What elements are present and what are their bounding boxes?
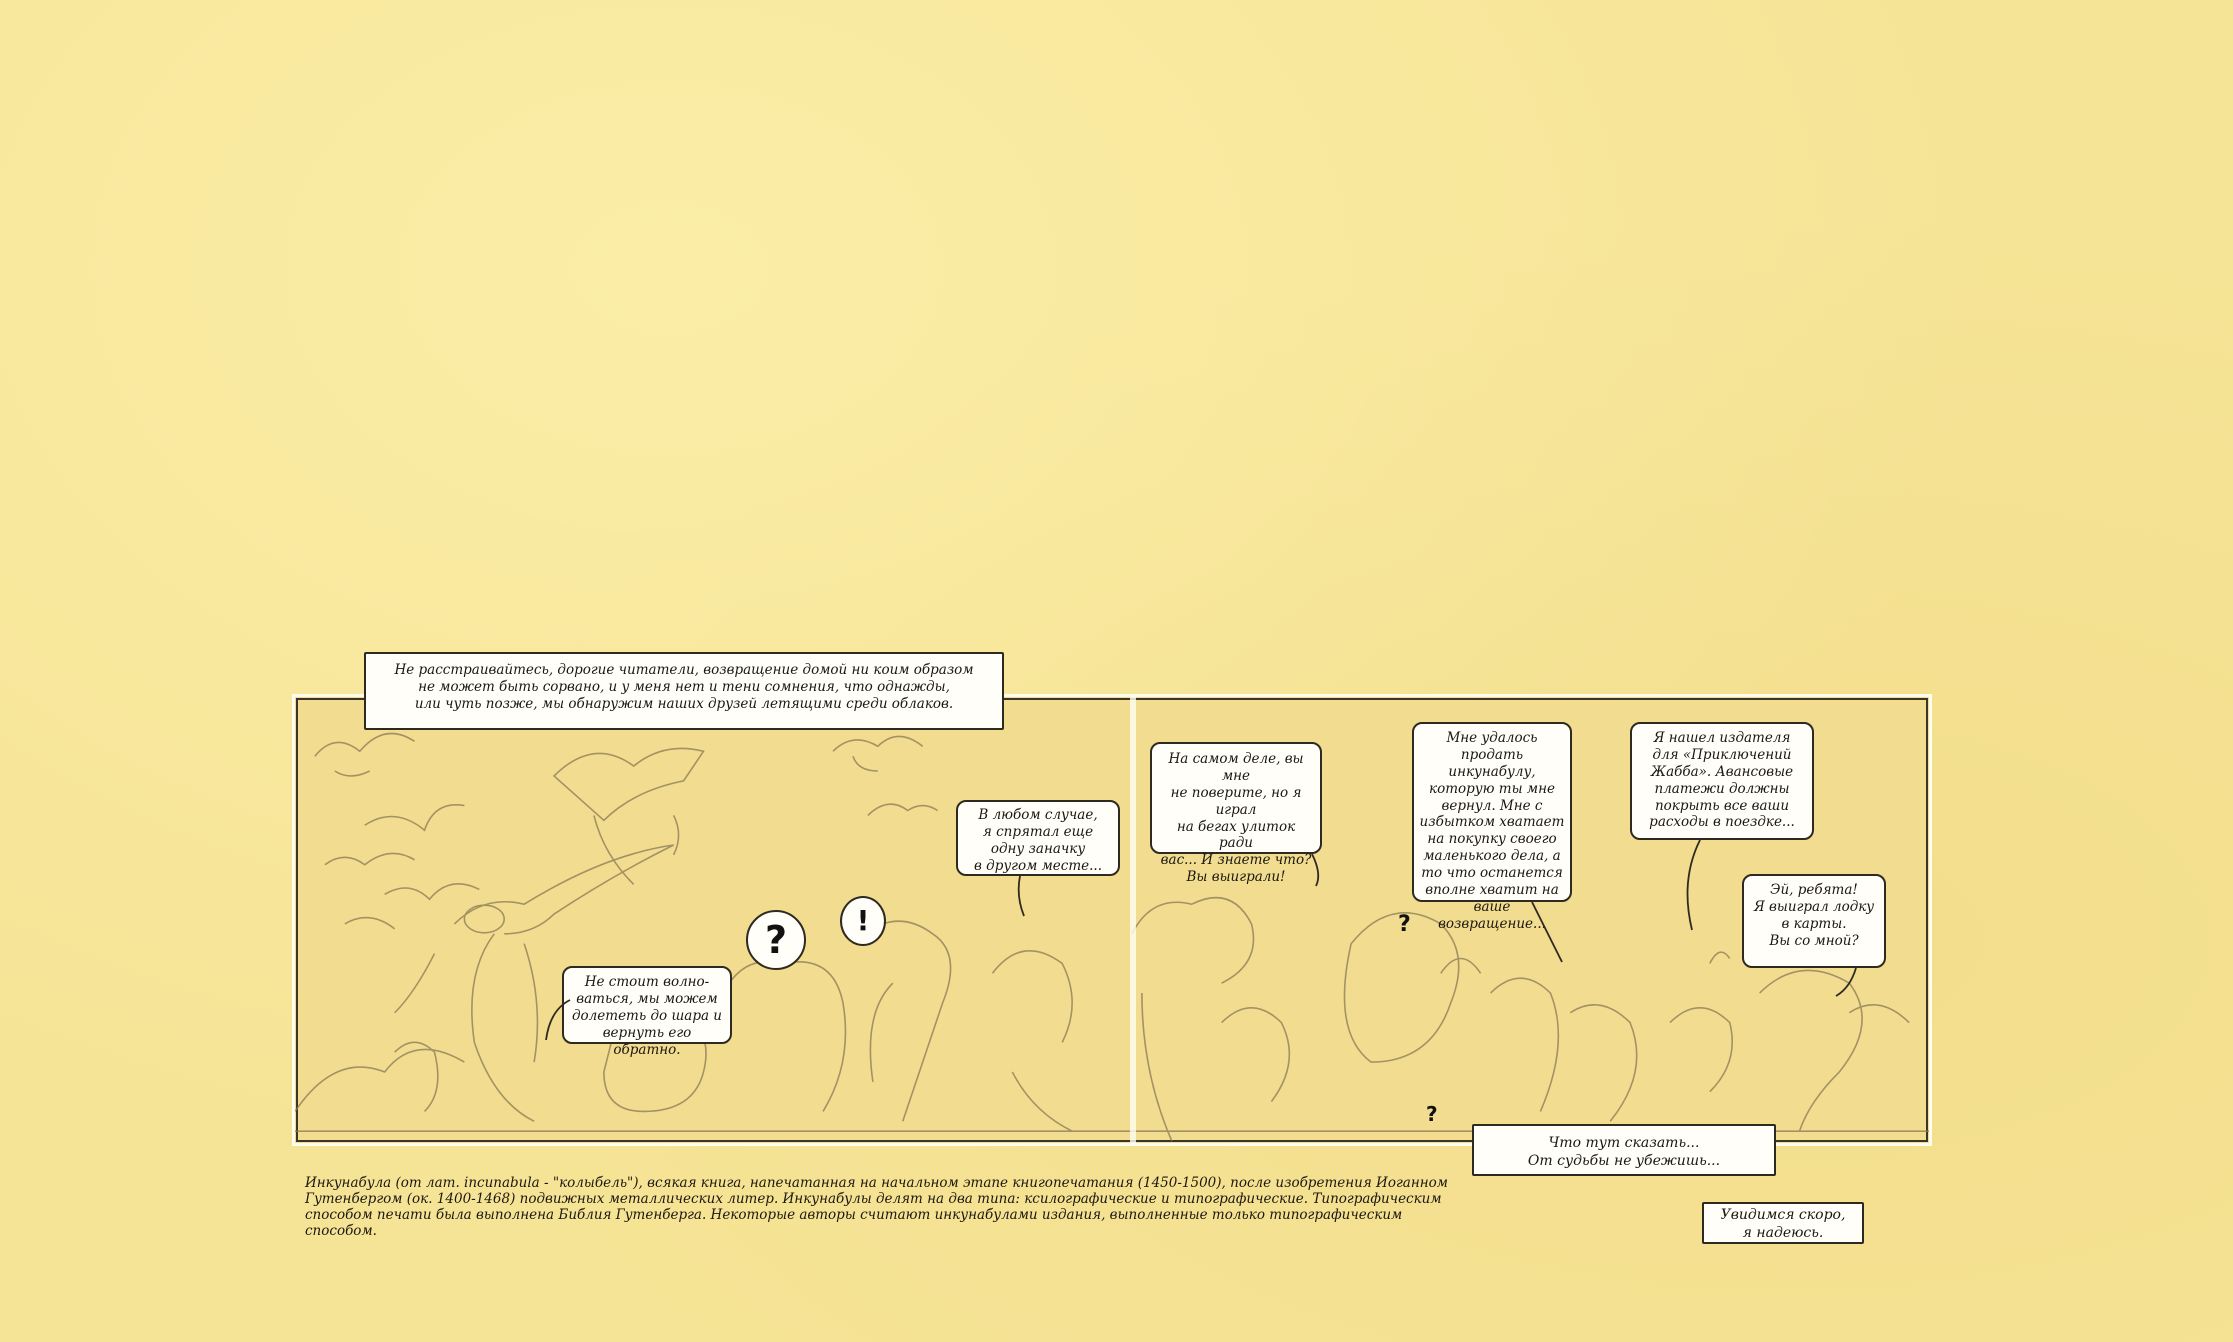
question-mark-bubble: ? — [746, 910, 806, 970]
small-question-mark-lower: ? — [1426, 1102, 1438, 1126]
footnote-incunabula: Инкунабула (от лат. incunabula - "колыбель"), всякая книга, напечатанная на начальном этапе книгопечатания (1450-1500), после изобретения Иоганном Гутенбергом (ок. 1400-1468) подвижных металлических литер. Инкунабулы делят на два типа: ксилографические и типографические. Типографическим способом печати была выполнена Библия Гутенберга. Некоторые авторы считают инкунабулами издания, выполненные только типографическим способом. — [305, 1175, 1448, 1239]
speech-bubble-boat: Эй, ребята! Я выиграл лодку в карты. Вы со мной? — [1742, 874, 1886, 968]
speech-bubble-stork: Не стоит волно- ваться, мы можем долететь до шара и вернуть его обратно. — [562, 966, 732, 1044]
narration-caption-top: Не расстраивайтесь, дорогие читатели, возвращение домой ни коим образом не может быть сорвано, и у меня нет и тени сомнения, что однажды, или чуть позже, мы обнаружим наших друзей летящими среди облаков. — [364, 652, 1004, 730]
speech-bubble-mouse-stash: В любом случае, я спрятал еще одну заначку в другом месте... — [956, 800, 1120, 876]
exclamation-mark-bubble: ! — [840, 896, 886, 946]
speech-bubble-publisher: Я нашел издателя для «Приключений Жабба». Авансовые платежи должны покрыть все ваши расходы в поездке... — [1630, 722, 1814, 840]
speech-caption-fate: Что тут сказать... От судьбы не убежишь... — [1472, 1124, 1776, 1176]
caption-see-soon: Увидимся скоро, я надеюсь. — [1702, 1202, 1864, 1244]
speech-bubble-incunabula: Мне удалось продать инкунабулу, которую ты мне вернул. Мне с избытком хватает на покупку своего маленького дела, а то что останется вполне хватит на ваше возвращение... — [1412, 722, 1572, 902]
page-gutter — [1130, 697, 1136, 1143]
speech-bubble-snail-bet: На самом деле, вы мне не поверите, но я играл на бегах улиток ради вас... И знаете что? Вы выиграли! — [1150, 742, 1322, 854]
small-question-mark: ? — [1398, 912, 1411, 937]
